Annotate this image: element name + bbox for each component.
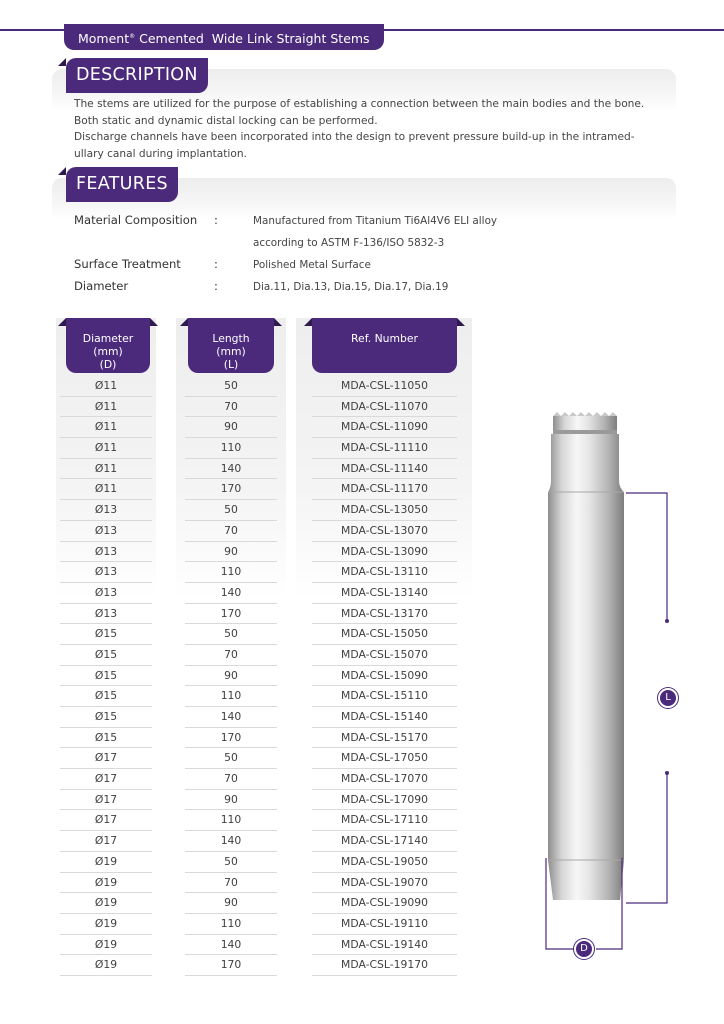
row-divider xyxy=(312,975,457,976)
row-divider xyxy=(185,975,277,976)
cell-ref-number: MDA-CSL-11050 xyxy=(341,379,428,392)
cell-length: 170 xyxy=(220,606,242,620)
cell-diameter: Ø11 xyxy=(94,441,118,455)
cell-diameter: Ø13 xyxy=(94,503,118,517)
cell-diameter: Ø15 xyxy=(94,647,118,661)
description-line: Discharge channels have been incorporated into the design to prevent pressure build-up in the intramed- xyxy=(74,131,635,144)
cell-length: 110 xyxy=(220,441,242,455)
cell-length: 50 xyxy=(224,854,238,868)
feature-value-surface: Polished Metal Surface xyxy=(253,259,371,271)
cell-diameter: Ø13 xyxy=(94,606,118,620)
cell-ref-number: MDA-CSL-11170 xyxy=(341,482,428,496)
feature-colon: : xyxy=(214,257,218,271)
cell-diameter: Ø15 xyxy=(94,627,118,641)
cell-length: 140 xyxy=(220,461,242,475)
table-row xyxy=(0,376,724,397)
cell-length: 140 xyxy=(220,834,242,848)
cell-length: 140 xyxy=(220,937,242,951)
cell-length: 70 xyxy=(224,875,238,889)
length-marker: L xyxy=(658,688,678,708)
cell-length: 170 xyxy=(220,730,242,744)
cell-length: 70 xyxy=(224,772,238,786)
feature-value-diameter: Dia.11, Dia.13, Dia.15, Dia.17, Dia.19 xyxy=(253,281,449,293)
feature-label-diameter: Diameter xyxy=(74,279,129,293)
header-line: (mm) xyxy=(216,345,246,358)
cell-ref-number: MDA-CSL-13050 xyxy=(341,503,428,517)
cell-diameter: Ø17 xyxy=(94,834,118,848)
page-title xyxy=(64,24,384,50)
table-row xyxy=(0,935,724,956)
cell-ref-number: MDA-CSL-11090 xyxy=(341,420,428,434)
brand-name: Moment xyxy=(78,31,130,46)
cell-length: 90 xyxy=(224,668,238,682)
description-line: The stems are utilized for the purpose of establishing a connection between the main bodies and the bone. xyxy=(74,98,645,110)
cell-length: 90 xyxy=(224,896,238,910)
cell-length: 70 xyxy=(224,399,238,413)
cell-diameter: Ø11 xyxy=(94,461,118,475)
cell-diameter: Ø11 xyxy=(94,420,118,434)
cell-length: 90 xyxy=(224,544,238,558)
column-header-length xyxy=(188,318,274,373)
cell-length: 70 xyxy=(224,523,238,537)
cell-diameter: Ø11 xyxy=(94,482,118,496)
cell-length: 140 xyxy=(220,585,242,599)
cell-diameter: Ø15 xyxy=(94,710,118,723)
cell-ref-number: MDA-CSL-15170 xyxy=(341,730,428,744)
stem-splined-head xyxy=(553,412,617,434)
cell-ref-number: MDA-CSL-15140 xyxy=(341,710,428,723)
cell-ref-number: MDA-CSL-15070 xyxy=(341,647,428,661)
cell-ref-number: MDA-CSL-11110 xyxy=(341,441,428,455)
cell-diameter: Ø13 xyxy=(94,585,118,599)
cell-diameter: Ø11 xyxy=(94,379,118,392)
feature-value-material: Manufactured from Titanium Ti6Al4V6 ELI alloy xyxy=(253,215,498,227)
cell-length: 70 xyxy=(224,647,238,661)
header-line: Length xyxy=(212,332,250,345)
cell-length: 50 xyxy=(224,379,238,392)
row-divider xyxy=(60,975,152,976)
header-line: (mm) xyxy=(93,345,123,358)
cell-diameter: Ø17 xyxy=(94,772,118,786)
cell-ref-number: MDA-CSL-17090 xyxy=(341,792,428,806)
cell-ref-number: MDA-CSL-13110 xyxy=(341,565,428,579)
header-line: Diameter xyxy=(82,332,134,345)
cell-diameter: Ø19 xyxy=(94,854,118,868)
cell-ref-number: MDA-CSL-15090 xyxy=(341,668,428,682)
cell-ref-number: MDA-CSL-13140 xyxy=(341,585,428,599)
cell-length: 50 xyxy=(224,503,238,517)
cell-length: 110 xyxy=(220,916,242,930)
cell-ref-number: MDA-CSL-11070 xyxy=(341,399,428,413)
cell-ref-number: MDA-CSL-17110 xyxy=(341,813,428,827)
header-line: (L) xyxy=(223,358,239,371)
cell-diameter: Ø15 xyxy=(94,730,118,744)
column-header-ref-number xyxy=(312,318,457,373)
cell-diameter: Ø17 xyxy=(94,792,118,806)
table-row xyxy=(0,955,724,976)
cell-ref-number: MDA-CSL-13090 xyxy=(341,544,428,558)
column-header-diameter xyxy=(66,318,150,373)
cell-length: 170 xyxy=(220,958,242,972)
cell-diameter: Ø19 xyxy=(94,916,118,930)
stem-body xyxy=(548,434,624,900)
feature-label-material: Material Composition xyxy=(74,213,198,227)
cell-diameter: Ø13 xyxy=(94,523,118,537)
header-line: Ref. Number xyxy=(351,332,418,345)
cell-ref-number: MDA-CSL-17140 xyxy=(341,834,428,848)
cell-diameter: Ø19 xyxy=(94,896,118,910)
cell-diameter: Ø15 xyxy=(94,668,118,682)
cell-ref-number: MDA-CSL-19170 xyxy=(341,958,428,972)
product-title: Cemented Wide Link Straight Stems xyxy=(139,31,370,46)
cell-diameter: Ø13 xyxy=(94,544,118,558)
description-text xyxy=(74,96,664,162)
feature-colon: : xyxy=(214,279,218,293)
cell-ref-number: MDA-CSL-19110 xyxy=(341,916,428,930)
cell-diameter: Ø19 xyxy=(94,875,118,889)
cell-diameter: Ø11 xyxy=(94,399,118,413)
cell-length: 110 xyxy=(220,813,242,827)
cell-ref-number: MDA-CSL-13070 xyxy=(341,523,428,537)
registered-mark: ® xyxy=(129,33,136,40)
description-line: Both static and dynamic distal locking can be performed. xyxy=(74,114,378,127)
cell-ref-number: MDA-CSL-19090 xyxy=(341,896,428,910)
cell-length: 170 xyxy=(220,482,242,496)
cell-ref-number: MDA-CSL-19140 xyxy=(341,937,428,951)
cell-ref-number: MDA-CSL-11140 xyxy=(341,461,428,475)
description-heading: DESCRIPTION xyxy=(66,58,208,93)
cell-length: 140 xyxy=(220,710,242,723)
feature-label-surface: Surface Treatment xyxy=(74,257,181,271)
cell-diameter: Ø17 xyxy=(94,813,118,827)
cell-length: 90 xyxy=(224,792,238,806)
cell-ref-number: MDA-CSL-15110 xyxy=(341,689,428,703)
cell-ref-number: MDA-CSL-13170 xyxy=(341,606,428,620)
cell-ref-number: MDA-CSL-17050 xyxy=(341,751,428,765)
cell-length: 90 xyxy=(224,420,238,434)
feature-colon: : xyxy=(214,213,218,227)
stem-illustration xyxy=(540,410,630,910)
feature-value-standard: according to ASTM F-136/ISO 5832-3 xyxy=(253,237,445,249)
cell-diameter: Ø19 xyxy=(94,958,118,972)
cell-length: 110 xyxy=(220,689,242,703)
cell-diameter: Ø17 xyxy=(94,751,118,765)
cell-diameter: Ø15 xyxy=(94,689,118,703)
features-heading: FEATURES xyxy=(66,167,178,202)
cell-length: 110 xyxy=(220,565,242,579)
cell-diameter: Ø19 xyxy=(94,937,118,951)
cell-length: 50 xyxy=(224,627,238,641)
cell-ref-number: MDA-CSL-19050 xyxy=(341,854,428,868)
cell-ref-number: MDA-CSL-15050 xyxy=(341,627,428,641)
description-line: ullary canal during implantation. xyxy=(74,147,247,160)
cell-ref-number: MDA-CSL-17070 xyxy=(341,772,428,786)
diameter-marker: D xyxy=(574,939,594,959)
cell-length: 50 xyxy=(224,751,238,765)
cell-diameter: Ø13 xyxy=(94,565,118,579)
table-row xyxy=(0,914,724,935)
cell-ref-number: MDA-CSL-19070 xyxy=(341,875,428,889)
header-line: (D) xyxy=(99,358,117,371)
